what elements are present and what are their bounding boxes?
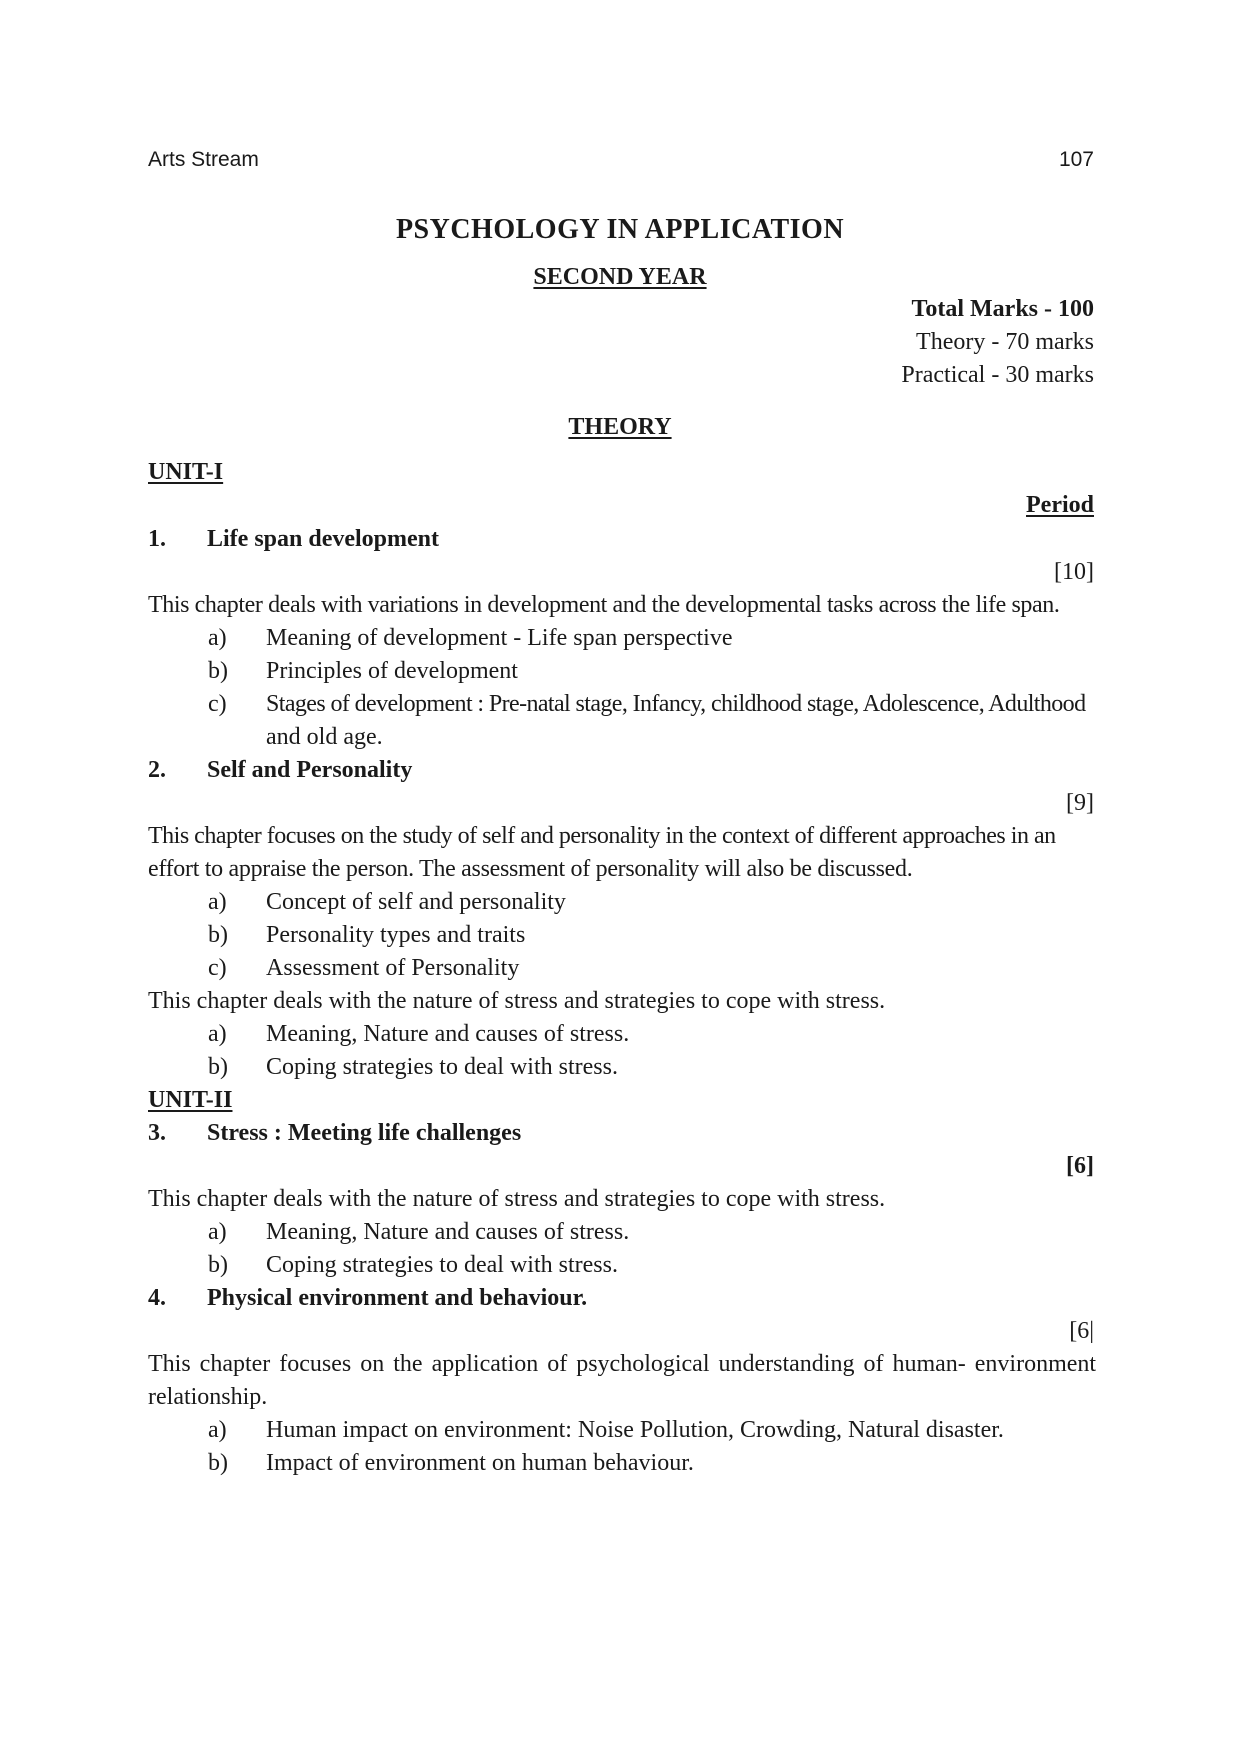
chapter-title: Physical environment and behaviour. bbox=[207, 1285, 588, 1311]
list-item: Human impact on environment: Noise Pollution, Crowding, Natural disaster. bbox=[266, 1417, 1004, 1443]
chapter-number: 4. bbox=[148, 1285, 166, 1311]
chapter-title: Stress : Meeting life challenges bbox=[207, 1120, 522, 1146]
total-marks: Total Marks - 100 bbox=[911, 296, 1094, 322]
list-item-label: c) bbox=[208, 955, 227, 981]
chapter-title: Self and Personality bbox=[207, 757, 413, 783]
chapter-period: [6] bbox=[1066, 1153, 1094, 1179]
unit-heading: UNIT-I bbox=[148, 459, 224, 485]
list-item-label: a) bbox=[208, 889, 227, 915]
chapter-description: This chapter focuses on the application of psychological understanding of human- environment bbox=[148, 1351, 1097, 1377]
chapter-period: [6| bbox=[1069, 1318, 1094, 1344]
chapter-title: Life span development bbox=[207, 526, 440, 552]
list-item: Concept of self and personality bbox=[266, 889, 566, 915]
list-item-label: b) bbox=[208, 1054, 228, 1080]
list-item-label: a) bbox=[208, 1417, 227, 1443]
unit-heading: UNIT-II bbox=[148, 1087, 233, 1113]
chapter-number: 2. bbox=[148, 757, 166, 783]
chapter-description: This chapter deals with variations in development and the developmental tasks across the life span. bbox=[148, 592, 1060, 618]
list-item: Coping strategies to deal with stress. bbox=[266, 1252, 618, 1278]
list-item: Meaning, Nature and causes of stress. bbox=[266, 1021, 630, 1047]
theory-heading: THEORY bbox=[568, 414, 672, 440]
list-item: Meaning, Nature and causes of stress. bbox=[266, 1219, 630, 1245]
theory-marks: Theory - 70 marks bbox=[916, 329, 1094, 355]
chapter-description: This chapter deals with the nature of stress and strategies to cope with stress. bbox=[148, 988, 886, 1014]
chapter-period: [10] bbox=[1054, 559, 1094, 585]
page-title: PSYCHOLOGY IN APPLICATION bbox=[395, 214, 845, 245]
chapter-description: relationship. bbox=[148, 1384, 268, 1410]
period-heading: Period bbox=[1026, 492, 1094, 518]
list-item: Principles of development bbox=[266, 658, 518, 684]
chapter-number: 3. bbox=[148, 1120, 166, 1146]
list-item-label: b) bbox=[208, 922, 228, 948]
list-item: Assessment of Personality bbox=[266, 955, 520, 981]
list-item: Meaning of development - Life span perspective bbox=[266, 625, 733, 651]
list-item: Stages of development : Pre-natal stage, Infancy, childhood stage, Adolescence, Adulthood bbox=[266, 691, 1086, 717]
list-item: Impact of environment on human behaviour. bbox=[266, 1450, 694, 1476]
list-item: Coping strategies to deal with stress. bbox=[266, 1054, 618, 1080]
chapter-description: This chapter focuses on the study of self and personality in the context of different approaches in an bbox=[148, 823, 1056, 849]
list-item-label: b) bbox=[208, 1252, 228, 1278]
list-item-continuation: and old age. bbox=[266, 724, 383, 750]
chapter-number: 1. bbox=[148, 526, 166, 552]
page-number: 107 bbox=[1058, 148, 1094, 171]
running-header-stream: Arts Stream bbox=[148, 148, 259, 171]
list-item-label: c) bbox=[208, 691, 227, 717]
list-item: Personality types and traits bbox=[266, 922, 526, 948]
practical-marks: Practical - 30 marks bbox=[901, 362, 1094, 388]
list-item-label: b) bbox=[208, 1450, 228, 1476]
list-item-label: a) bbox=[208, 625, 227, 651]
list-item-label: a) bbox=[208, 1021, 227, 1047]
page-subtitle: SECOND YEAR bbox=[533, 264, 707, 290]
chapter-period: [9] bbox=[1066, 790, 1094, 816]
chapter-description: effort to appraise the person. The assessment of personality will also be discussed. bbox=[148, 856, 913, 882]
chapter-description: This chapter deals with the nature of stress and strategies to cope with stress. bbox=[148, 1186, 886, 1212]
list-item-label: b) bbox=[208, 658, 228, 684]
list-item-label: a) bbox=[208, 1219, 227, 1245]
